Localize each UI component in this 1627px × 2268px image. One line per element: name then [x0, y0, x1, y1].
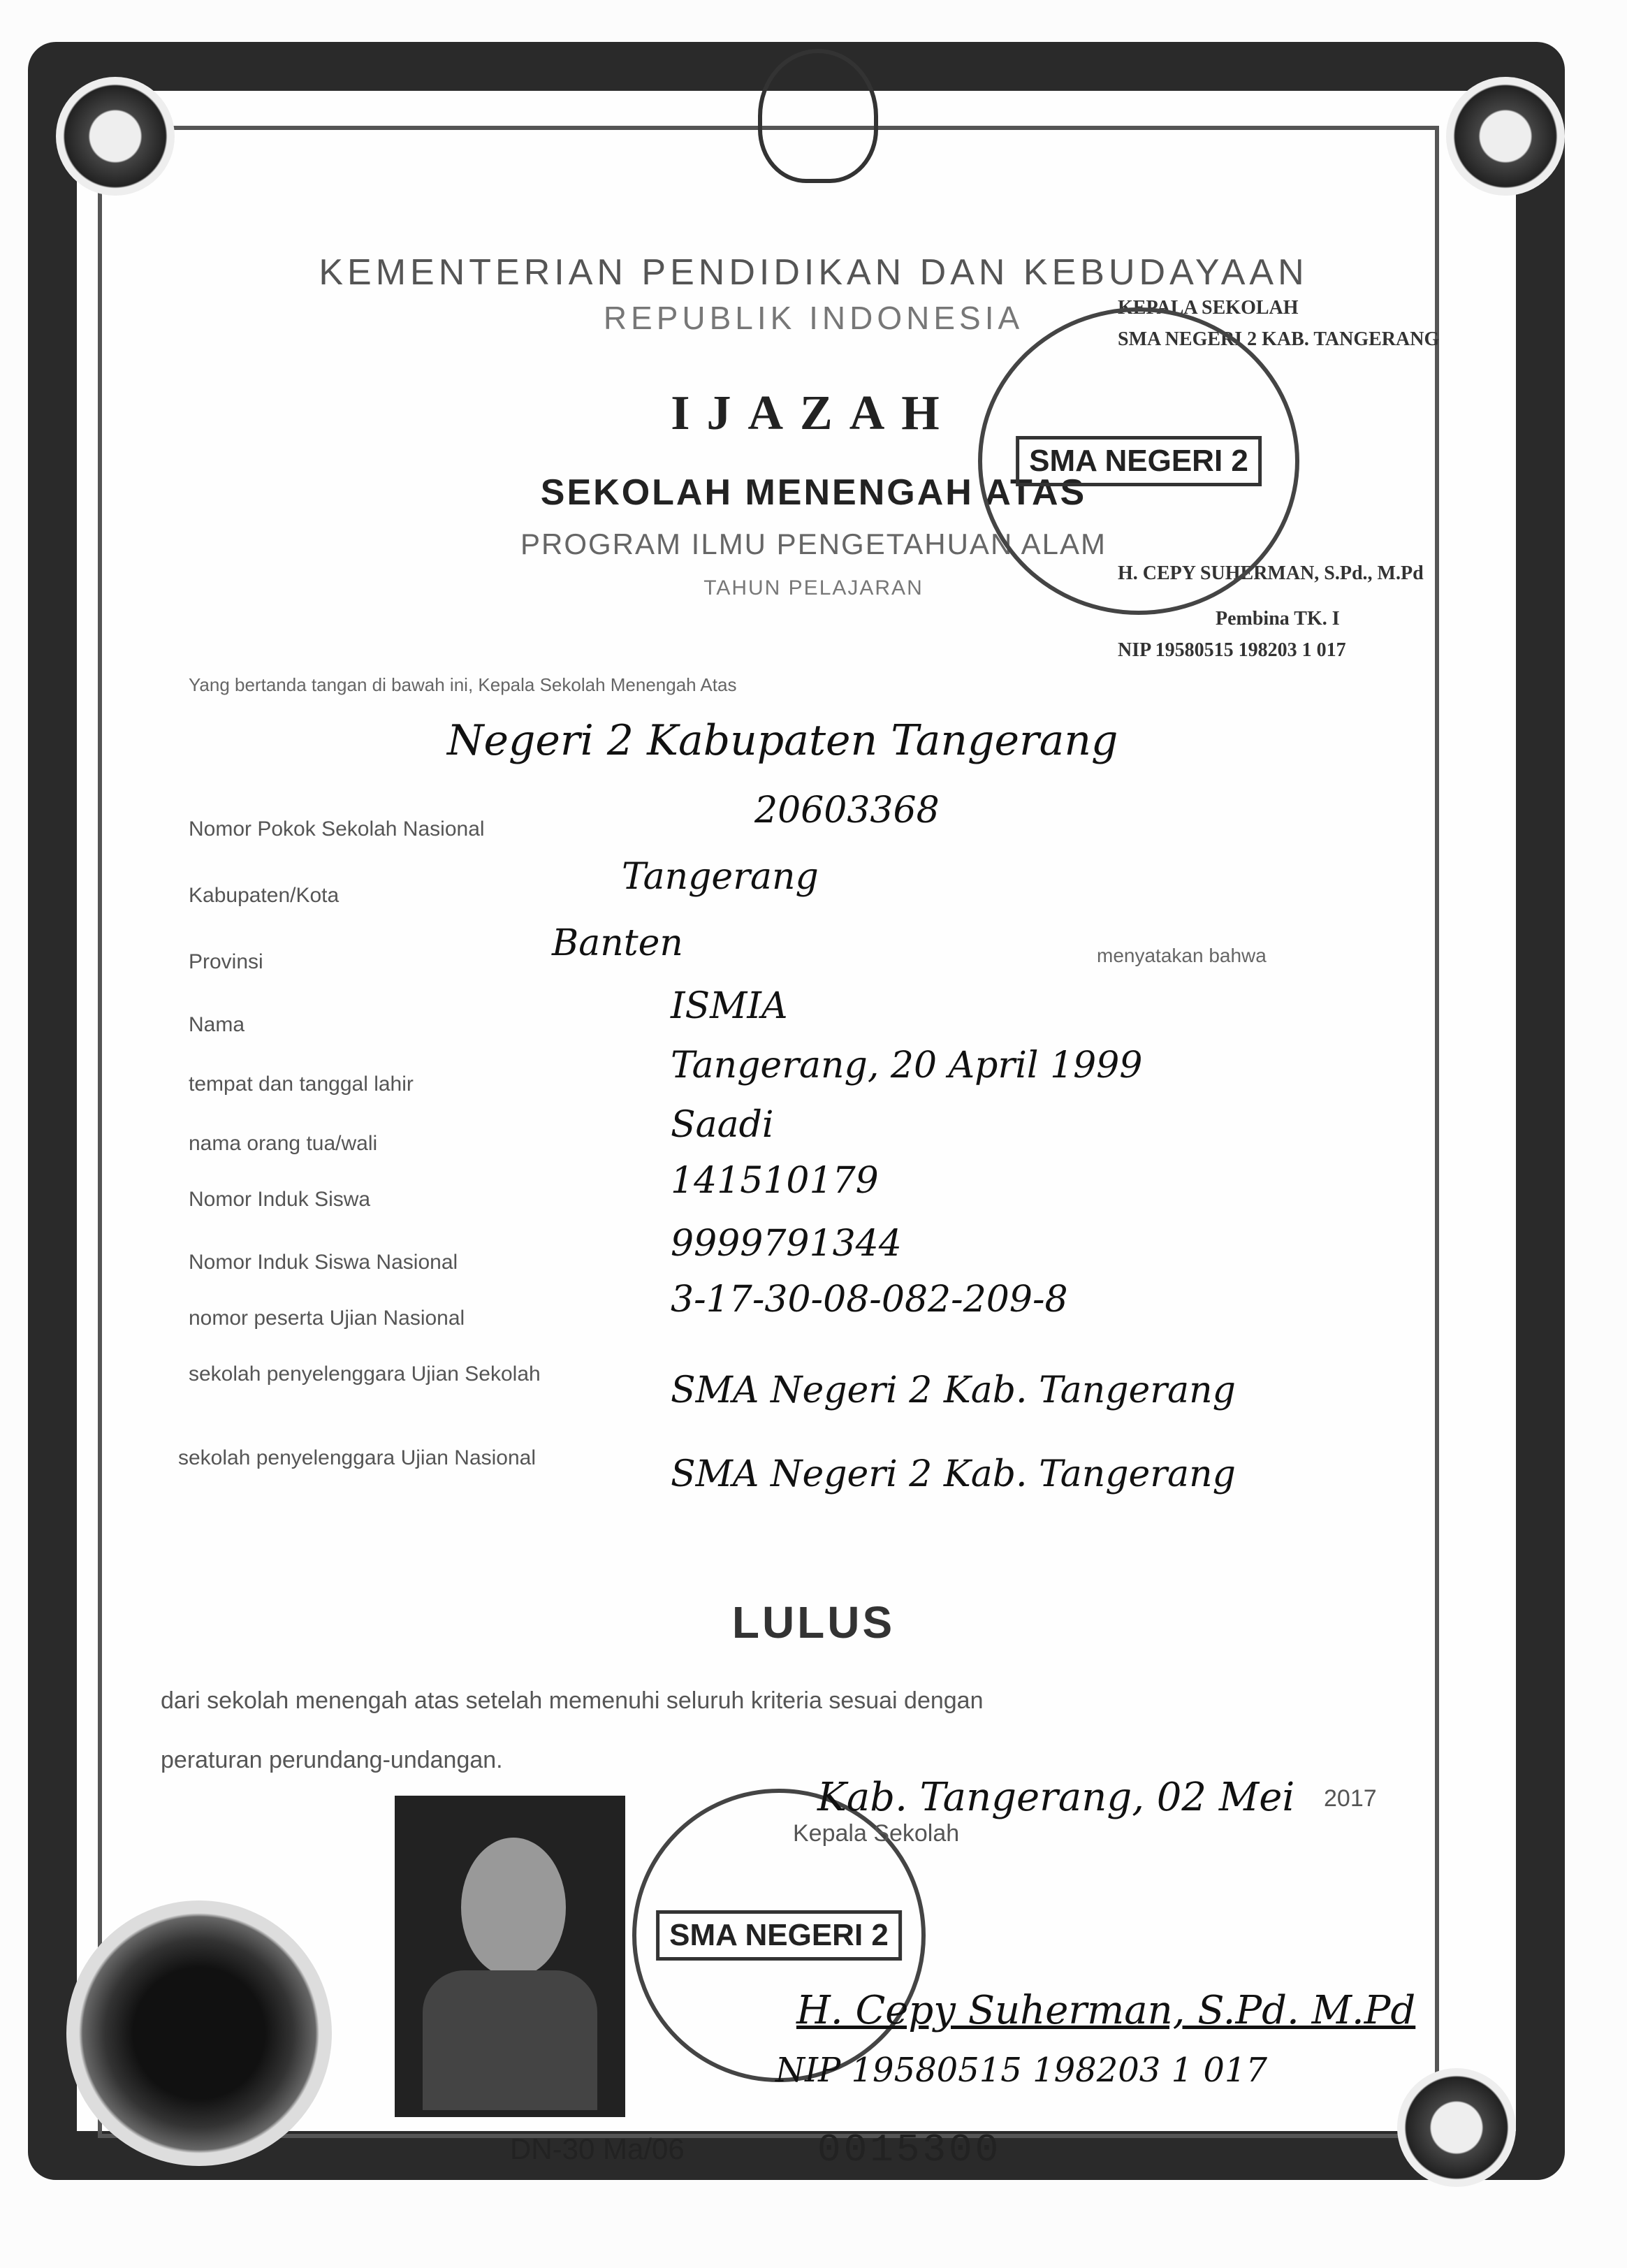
stamp-label: SMA NEGERI 2	[1016, 436, 1262, 486]
field-label: sekolah penyelenggara Ujian Sekolah	[189, 1362, 541, 1386]
field-value: ISMIA	[671, 985, 788, 1027]
field-label: Provinsi	[189, 950, 263, 973]
signer-role: Kepala Sekolah	[793, 1820, 960, 1847]
field-label: nama orang tua/wali	[189, 1132, 378, 1155]
field-value: Banten	[552, 922, 683, 964]
issue-year: 2017	[1324, 1785, 1377, 1812]
field-value: Tangerang	[622, 856, 819, 898]
side-name: H. CEPY SUHERMAN, S.Pd., M.Pd	[1118, 562, 1424, 584]
field-value: 20603368	[754, 790, 940, 831]
field-value: 141510179	[671, 1160, 879, 1202]
school-level-heading: SEKOLAH MENENGAH ATAS	[540, 472, 1087, 513]
serial-prefix: DN-30 Ma/06	[510, 2132, 685, 2165]
declaration-note: menyatakan bahwa	[1097, 945, 1267, 966]
field-label: Nomor Induk Siswa	[189, 1188, 371, 1211]
serial-number: 0015300	[817, 2128, 1002, 2172]
sunflower-ornament-icon	[66, 1900, 332, 2166]
corner-ornament-icon	[1397, 2068, 1516, 2187]
school-name: Negeri 2 Kabupaten Tangerang	[447, 716, 1118, 765]
field-label: Nama	[189, 1013, 245, 1036]
corner-ornament-icon	[1446, 77, 1565, 196]
ministry-heading: KEMENTERIAN PENDIDIKAN DAN KEBUDAYAAN	[319, 252, 1308, 293]
closing-line: peraturan perundang-undangan.	[161, 1747, 503, 1773]
field-label: tempat dan tanggal lahir	[189, 1073, 414, 1096]
side-rank: Pembina TK. I	[1216, 608, 1340, 630]
school-stamp-top	[978, 307, 1299, 615]
corner-ornament-icon	[56, 77, 175, 196]
program-heading: PROGRAM ILMU PENGETAHUAN ALAM	[520, 528, 1107, 560]
field-value: 3-17-30-08-082-209-8	[671, 1279, 1068, 1321]
garuda-emblem-icon	[758, 49, 878, 183]
stamp-label: SMA NEGERI 2	[656, 1910, 902, 1961]
field-value: 9999791344	[671, 1223, 902, 1265]
document-title: IJAZAH	[671, 386, 956, 440]
field-label: Kabupaten/Kota	[189, 884, 340, 907]
side-role: KEPALA SEKOLAH	[1118, 297, 1299, 319]
field-value: Saadi	[671, 1104, 774, 1146]
student-photo	[395, 1796, 625, 2117]
signer-nip: NIP 19580515 198203 1 017	[775, 2051, 1267, 2090]
field-label: nomor peserta Ujian Nasional	[189, 1307, 465, 1330]
field-value: SMA Negeri 2 Kab. Tangerang	[671, 1369, 1236, 1411]
field-label: sekolah penyelenggara Ujian Nasional	[178, 1446, 537, 1469]
field-value: Tangerang, 20 April 1999	[671, 1045, 1143, 1086]
place-date: Kab. Tangerang, 02 Mei	[817, 1775, 1295, 1820]
intro-text: Yang bertanda tangan di bawah ini, Kepala Sekolah Menengah Atas	[189, 674, 737, 695]
field-label: Nomor Induk Siswa Nasional	[189, 1251, 458, 1274]
republic-heading: REPUBLIK INDONESIA	[603, 300, 1024, 336]
side-school: SMA NEGERI 2 KAB. TANGERANG	[1118, 328, 1440, 350]
field-value: SMA Negeri 2 Kab. Tangerang	[671, 1453, 1236, 1495]
side-nip: NIP 19580515 198203 1 017	[1118, 639, 1346, 661]
closing-line: dari sekolah menengah atas setelah memenuhi seluruh kriteria sesuai dengan	[161, 1687, 984, 1714]
field-label: Nomor Pokok Sekolah Nasional	[189, 817, 485, 841]
signer-name: H. Cepy Suherman, S.Pd. M.Pd	[796, 1988, 1416, 2033]
result-heading: LULUS	[731, 1597, 896, 1648]
academic-year-heading: TAHUN PELAJARAN	[703, 576, 924, 599]
